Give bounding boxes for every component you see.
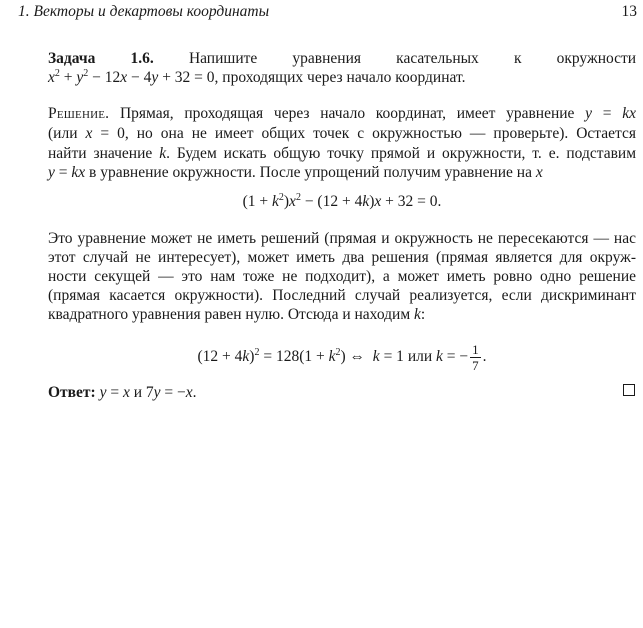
fraction [470, 342, 481, 373]
and-word: и [133, 384, 143, 401]
solution-text: квадратного уравнения равен нулю. Отсюда и находим [48, 306, 411, 323]
task-word: окружности [556, 50, 637, 67]
page-number: 13 [621, 3, 637, 20]
task-label: Задача [48, 50, 96, 67]
qed-square-icon [623, 384, 635, 396]
solution-p2-line-1: Это уравнение может не иметь решений (прямая и окружность не пересекаются — нас [48, 230, 636, 247]
solution-line-1 [48, 104, 636, 124]
task-line-1 [48, 49, 636, 69]
solution-text: в уравнение окружности. После упрощений получим уравнение на [89, 164, 532, 181]
or-word: или [407, 348, 433, 366]
task-word: к [513, 50, 522, 67]
solution-text: найти значение [48, 145, 153, 162]
task-line-2 [48, 68, 636, 88]
answer-label: Ответ: [48, 384, 96, 401]
solution-text: , но она не имеет общих точек с окружностью — проверьте). Остается [124, 125, 636, 142]
solution-line-4: y = kx в уравнение окружности. После упрощений получим уравнение на x [48, 164, 543, 181]
running-header: 1. Векторы и декартовы координаты [18, 3, 270, 20]
discriminant-equation: $(12 + 4k)^2 = 128(1 + k^2)$ ⇔ k = 1 или k = − $\frac{1}{7}$ . [197, 342, 487, 373]
answer-line: Ответ: y = x и 7y = −x. [48, 384, 197, 401]
task-text: , проходящих через начало координат. [214, 69, 466, 86]
line-equation: y = kx [48, 164, 86, 181]
solution-line-2 [48, 124, 636, 144]
solution-p2-line-3: ности секущей — это нам тоже не подходит), а может иметь ровно одно решение [48, 268, 636, 285]
solution-text: Прямая, проходящая через начало координат, имеет уравнение [119, 105, 575, 122]
circle-equation: $x^2 + y^2 - 12x - 4y + 32 = 0$ [48, 68, 215, 86]
solution-label: Решение. [48, 105, 110, 122]
quadratic-equation: $(1 + k^2)x^2 - (12 + 4k)x + 32 = 0$. [242, 192, 442, 210]
solution-p2-line-2: этот случай не интересует), может иметь два решения (прямая является для окруж- [48, 249, 636, 266]
solution-text: . Будем искать общую точку прямой и окружности, т. е. подставим [166, 145, 637, 162]
vertical-line-equation: x = 0 [85, 125, 125, 142]
line-equation: y = kx [585, 105, 636, 122]
solution-p2-line-4: (прямая касается окружности). Последний случай реализуется, если дискриминант [48, 287, 636, 304]
solution-text: (или [48, 125, 78, 142]
task-word: уравнения [292, 50, 362, 67]
solution-p2-line-5: квадратного уравнения равен нулю. Отсюда и находим k: [48, 306, 426, 323]
task-number: 1.6. [130, 50, 154, 67]
fraction-denominator: 7 [472, 358, 479, 373]
solution-line-3: найти значение k. Будем искать общую точку прямой и окружности, т. е. подставим [48, 145, 637, 162]
fraction-numerator: 1 [472, 342, 479, 357]
task-word: касательных [396, 50, 479, 67]
task-word: Напишите [188, 50, 258, 67]
